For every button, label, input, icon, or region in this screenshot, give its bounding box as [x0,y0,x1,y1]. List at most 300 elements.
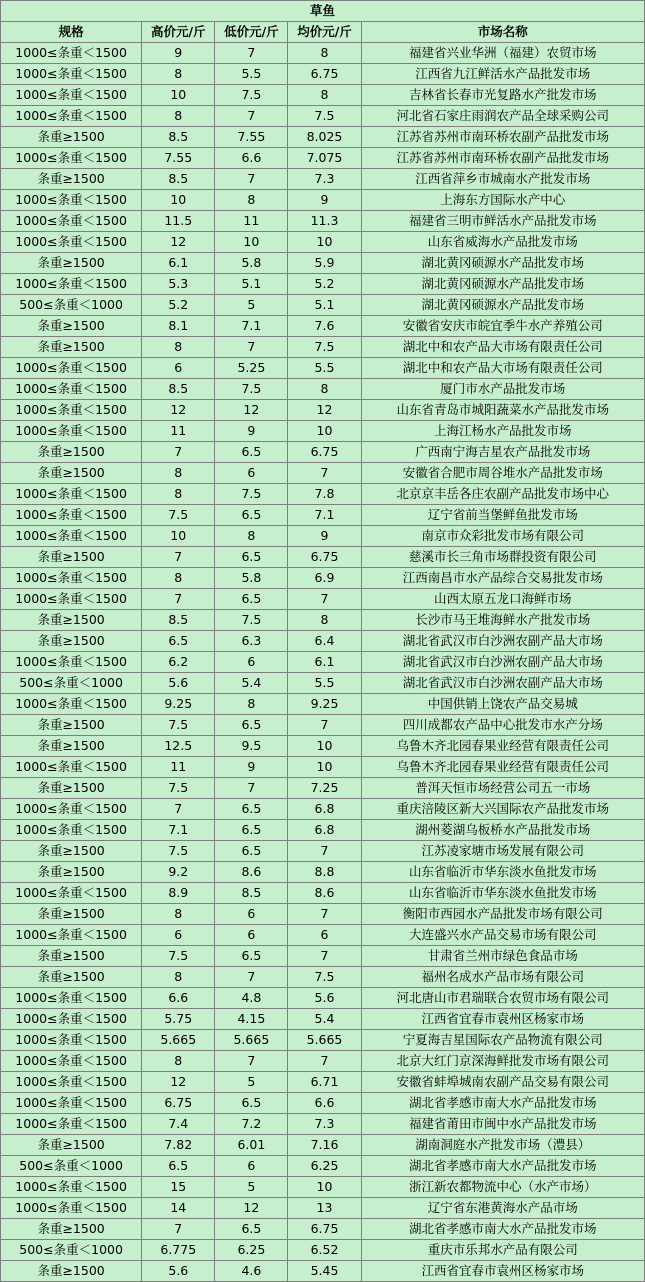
cell-high-price: 6.5 [142,1156,215,1177]
table-row [1,925,645,946]
cell-spec: 1000≤条重＜1500 [1,1051,142,1072]
cell-avg-price: 9 [288,190,361,211]
cell-high-price: 7.4 [142,1114,215,1135]
table-row [1,589,645,610]
cell-high-price: 5.665 [142,1030,215,1051]
header-row [1,22,645,43]
cell-market-name: 山东省青岛市城阳蔬菜水产品批发市场 [361,400,644,421]
cell-market-name: 湖南洞庭水产批发市场（澧县） [361,1135,644,1156]
cell-spec: 1000≤条重＜1500 [1,1177,142,1198]
cell-market-name: 江西省萍乡市城南水产批发市场 [361,169,644,190]
cell-market-name: 浙江新农都物流中心（水产市场） [361,1177,644,1198]
cell-avg-price: 7.3 [288,169,361,190]
cell-spec: 条重≥1500 [1,841,142,862]
cell-avg-price: 7.25 [288,778,361,799]
cell-market-name: 吉林省长春市光复路水产批发市场 [361,85,644,106]
cell-market-name: 江苏省苏州市南环桥农副产品批发市场 [361,148,644,169]
cell-spec: 1000≤条重＜1500 [1,505,142,526]
cell-high-price: 8 [142,337,215,358]
cell-market-name: 北京大红门京深海鲜批发市场有限公司 [361,1051,644,1072]
cell-spec: 1000≤条重＜1500 [1,400,142,421]
cell-spec: 1000≤条重＜1500 [1,64,142,85]
cell-spec: 1000≤条重＜1500 [1,883,142,904]
cell-market-name: 慈溪市长三角市场群投资有限公司 [361,547,644,568]
cell-high-price: 8 [142,967,215,988]
cell-spec: 1000≤条重＜1500 [1,421,142,442]
cell-low-price: 10 [215,232,288,253]
cell-low-price: 6.6 [215,148,288,169]
cell-avg-price: 10 [288,736,361,757]
cell-low-price: 5.8 [215,253,288,274]
cell-spec: 1000≤条重＜1500 [1,1072,142,1093]
cell-avg-price: 7.075 [288,148,361,169]
cell-market-name: 上海江杨水产品批发市场 [361,421,644,442]
cell-market-name: 山东省临沂市华东淡水鱼批发市场 [361,862,644,883]
cell-spec: 条重≥1500 [1,127,142,148]
cell-low-price: 5.8 [215,568,288,589]
cell-market-name: 四川成都农产品中心批发市水产分场 [361,715,644,736]
cell-market-name: 长沙市马王堆海鲜水产批发市场 [361,610,644,631]
cell-low-price: 6.01 [215,1135,288,1156]
cell-spec: 1000≤条重＜1500 [1,1198,142,1219]
cell-high-price: 9.2 [142,862,215,883]
table-row [1,64,645,85]
cell-low-price: 8.5 [215,883,288,904]
cell-avg-price: 5.1 [288,295,361,316]
cell-low-price: 7 [215,169,288,190]
cell-low-price: 6.5 [215,547,288,568]
cell-market-name: 安徽省安庆市皖宜季牛水产养殖公司 [361,316,644,337]
cell-low-price: 7 [215,1051,288,1072]
cell-spec: 1000≤条重＜1500 [1,799,142,820]
cell-avg-price: 6.1 [288,652,361,673]
table-row [1,1240,645,1261]
cell-low-price: 5 [215,1072,288,1093]
cell-market-name: 乌鲁木齐北园春果业经营有限责任公司 [361,736,644,757]
table-row [1,904,645,925]
cell-spec: 500≤条重＜1000 [1,295,142,316]
table-row [1,484,645,505]
cell-low-price: 6.5 [215,946,288,967]
cell-high-price: 8.5 [142,127,215,148]
cell-spec: 条重≥1500 [1,442,142,463]
cell-low-price: 7.5 [215,484,288,505]
cell-high-price: 12 [142,232,215,253]
cell-spec: 条重≥1500 [1,610,142,631]
cell-high-price: 12 [142,1072,215,1093]
cell-spec: 1000≤条重＜1500 [1,757,142,778]
cell-high-price: 8 [142,904,215,925]
cell-market-name: 福建省兴业华洲（福建）农贸市场 [361,43,644,64]
cell-market-name: 湖北省武汉市白沙洲农副产品大市场 [361,652,644,673]
cell-spec: 条重≥1500 [1,1261,142,1282]
cell-spec: 500≤条重＜1000 [1,1156,142,1177]
cell-low-price: 6.3 [215,631,288,652]
cell-spec: 条重≥1500 [1,715,142,736]
cell-market-name: 广西南宁海吉星农产品批发市场 [361,442,644,463]
cell-low-price: 5.25 [215,358,288,379]
cell-low-price: 12 [215,1198,288,1219]
cell-high-price: 9 [142,43,215,64]
cell-market-name: 衡阳市西园水产品批发市场有限公司 [361,904,644,925]
cell-avg-price: 10 [288,757,361,778]
cell-market-name: 湖北省武汉市白沙洲农副产品大市场 [361,631,644,652]
cell-avg-price: 10 [288,232,361,253]
table-row [1,400,645,421]
cell-market-name: 上海东方国际水产中心 [361,190,644,211]
cell-high-price: 5.75 [142,1009,215,1030]
cell-market-name: 甘肃省兰州市绿色食品市场 [361,946,644,967]
cell-avg-price: 7.8 [288,484,361,505]
table-row [1,778,645,799]
table-row [1,736,645,757]
cell-low-price: 7 [215,967,288,988]
cell-high-price: 6.5 [142,631,215,652]
cell-high-price: 11.5 [142,211,215,232]
cell-market-name: 辽宁省前当堡鲜鱼批发市场 [361,505,644,526]
table-row [1,820,645,841]
cell-market-name: 湖北中和农产品大市场有限责任公司 [361,358,644,379]
cell-spec: 条重≥1500 [1,967,142,988]
table-row [1,274,645,295]
cell-high-price: 10 [142,526,215,547]
cell-spec: 1000≤条重＜1500 [1,526,142,547]
cell-spec: 条重≥1500 [1,1219,142,1240]
cell-high-price: 7.5 [142,778,215,799]
table-row [1,358,645,379]
cell-market-name: 福州名成水产品市场有限公司 [361,967,644,988]
cell-low-price: 6.5 [215,505,288,526]
table-row [1,211,645,232]
cell-spec: 1000≤条重＜1500 [1,1009,142,1030]
cell-low-price: 12 [215,400,288,421]
table-row [1,715,645,736]
cell-spec: 500≤条重＜1000 [1,1240,142,1261]
cell-high-price: 12.5 [142,736,215,757]
cell-avg-price: 6.25 [288,1156,361,1177]
cell-high-price: 11 [142,757,215,778]
cell-low-price: 5 [215,1177,288,1198]
table-row [1,85,645,106]
table-row [1,232,645,253]
cell-high-price: 7.55 [142,148,215,169]
cell-avg-price: 6.75 [288,1219,361,1240]
cell-avg-price: 6 [288,925,361,946]
cell-high-price: 8 [142,568,215,589]
table-row [1,1009,645,1030]
cell-high-price: 7.1 [142,820,215,841]
cell-high-price: 6 [142,358,215,379]
cell-spec: 1000≤条重＜1500 [1,484,142,505]
table-row [1,862,645,883]
cell-high-price: 9.25 [142,694,215,715]
cell-avg-price: 5.9 [288,253,361,274]
cell-high-price: 7 [142,589,215,610]
cell-avg-price: 7 [288,463,361,484]
cell-market-name: 厦门市水产品批发市场 [361,379,644,400]
cell-high-price: 7.5 [142,946,215,967]
cell-low-price: 5.5 [215,64,288,85]
cell-spec: 1000≤条重＜1500 [1,43,142,64]
cell-avg-price: 6.4 [288,631,361,652]
table-row [1,295,645,316]
table-row [1,526,645,547]
table-row [1,127,645,148]
cell-spec: 条重≥1500 [1,253,142,274]
cell-market-name: 湖北中和农产品大市场有限责任公司 [361,337,644,358]
cell-spec: 条重≥1500 [1,463,142,484]
cell-spec: 条重≥1500 [1,1135,142,1156]
table-row [1,1030,645,1051]
cell-spec: 1000≤条重＜1500 [1,85,142,106]
table-row [1,169,645,190]
cell-avg-price: 6.8 [288,799,361,820]
cell-high-price: 8 [142,463,215,484]
table-row [1,106,645,127]
cell-high-price: 5.6 [142,1261,215,1282]
table-row [1,652,645,673]
table-body [1,43,645,1282]
cell-low-price: 7.5 [215,379,288,400]
cell-avg-price: 7.5 [288,337,361,358]
cell-spec: 1000≤条重＜1500 [1,652,142,673]
table-row [1,1177,645,1198]
cell-low-price: 4.15 [215,1009,288,1030]
table-row [1,1219,645,1240]
cell-avg-price: 9.25 [288,694,361,715]
header-avg-price: 均价元/斤 [288,22,361,43]
cell-avg-price: 7 [288,946,361,967]
cell-avg-price: 8.6 [288,883,361,904]
cell-high-price: 12 [142,400,215,421]
table-row [1,43,645,64]
cell-high-price: 5.3 [142,274,215,295]
table-row [1,190,645,211]
cell-spec: 1000≤条重＜1500 [1,988,142,1009]
cell-high-price: 6.2 [142,652,215,673]
cell-avg-price: 13 [288,1198,361,1219]
cell-spec: 1000≤条重＜1500 [1,1030,142,1051]
cell-low-price: 6 [215,925,288,946]
cell-avg-price: 7.3 [288,1114,361,1135]
cell-spec: 条重≥1500 [1,337,142,358]
cell-market-name: 安徽省合肥市周谷堆水产品批发市场 [361,463,644,484]
cell-high-price: 8 [142,64,215,85]
cell-avg-price: 7.1 [288,505,361,526]
table-row [1,1114,645,1135]
cell-market-name: 山东省威海水产品批发市场 [361,232,644,253]
cell-low-price: 8.6 [215,862,288,883]
cell-spec: 1000≤条重＜1500 [1,274,142,295]
table-row [1,988,645,1009]
cell-market-name: 福建省莆田市闽中水产品批发市场 [361,1114,644,1135]
cell-market-name: 南京市众彩批发市场有限公司 [361,526,644,547]
cell-spec: 1000≤条重＜1500 [1,211,142,232]
cell-market-name: 湖北省孝感市南大水产品批发市场 [361,1156,644,1177]
cell-high-price: 5.2 [142,295,215,316]
cell-spec: 条重≥1500 [1,904,142,925]
table-row [1,337,645,358]
cell-avg-price: 9 [288,526,361,547]
cell-avg-price: 7.6 [288,316,361,337]
cell-high-price: 6 [142,925,215,946]
cell-low-price: 6.5 [215,589,288,610]
cell-high-price: 8.1 [142,316,215,337]
cell-avg-price: 7.5 [288,106,361,127]
cell-low-price: 9 [215,421,288,442]
cell-spec: 条重≥1500 [1,169,142,190]
cell-market-name: 北京京丰岳各庄农副产品批发市场中心 [361,484,644,505]
cell-spec: 1000≤条重＜1500 [1,379,142,400]
cell-market-name: 福建省三明市鲜活水产品批发市场 [361,211,644,232]
cell-market-name: 湖北黄冈硕源水产品批发市场 [361,253,644,274]
cell-market-name: 湖北黄冈硕源水产品批发市场 [361,274,644,295]
cell-avg-price: 8 [288,85,361,106]
cell-low-price: 6.5 [215,799,288,820]
table-row [1,1198,645,1219]
cell-high-price: 7.82 [142,1135,215,1156]
cell-low-price: 6 [215,1156,288,1177]
table-row [1,967,645,988]
table-row [1,1135,645,1156]
cell-market-name: 重庆市乐邦水产品有限公司 [361,1240,644,1261]
cell-spec: 条重≥1500 [1,547,142,568]
table-row [1,253,645,274]
cell-market-name: 乌鲁木齐北园春果业经营有限责任公司 [361,757,644,778]
cell-high-price: 6.75 [142,1093,215,1114]
cell-avg-price: 7.5 [288,967,361,988]
cell-low-price: 6.5 [215,1219,288,1240]
cell-avg-price: 7 [288,904,361,925]
cell-spec: 1000≤条重＜1500 [1,820,142,841]
cell-low-price: 5 [215,295,288,316]
cell-avg-price: 6.9 [288,568,361,589]
cell-high-price: 14 [142,1198,215,1219]
cell-market-name: 江西南昌市水产品综合交易批发市场 [361,568,644,589]
cell-avg-price: 5.4 [288,1009,361,1030]
cell-avg-price: 7 [288,715,361,736]
cell-low-price: 6 [215,463,288,484]
cell-high-price: 7 [142,547,215,568]
cell-low-price: 5.4 [215,673,288,694]
cell-low-price: 4.6 [215,1261,288,1282]
cell-spec: 1000≤条重＜1500 [1,358,142,379]
table-row [1,610,645,631]
cell-low-price: 7.2 [215,1114,288,1135]
cell-avg-price: 7 [288,1051,361,1072]
cell-avg-price: 10 [288,421,361,442]
table-row [1,379,645,400]
cell-avg-price: 5.5 [288,358,361,379]
cell-market-name: 大连盛兴水产品交易市场有限公司 [361,925,644,946]
cell-market-name: 湖北省武汉市白沙洲农副产品大市场 [361,673,644,694]
cell-low-price: 7 [215,106,288,127]
cell-low-price: 8 [215,526,288,547]
table-row [1,673,645,694]
cell-high-price: 8.5 [142,610,215,631]
cell-low-price: 5.1 [215,274,288,295]
table-row [1,799,645,820]
cell-avg-price: 7.16 [288,1135,361,1156]
cell-high-price: 8.5 [142,169,215,190]
cell-spec: 500≤条重＜1000 [1,673,142,694]
cell-market-name: 湖州菱湖乌板桥水产品批发市场 [361,820,644,841]
table-title: 草鱼 [1,1,645,22]
table-row [1,883,645,904]
cell-spec: 1000≤条重＜1500 [1,1093,142,1114]
table-row [1,505,645,526]
cell-low-price: 6.5 [215,715,288,736]
cell-spec: 1000≤条重＜1500 [1,1114,142,1135]
cell-avg-price: 5.2 [288,274,361,295]
cell-high-price: 6.6 [142,988,215,1009]
cell-low-price: 6.5 [215,1093,288,1114]
table-row [1,316,645,337]
table-row [1,547,645,568]
cell-spec: 1000≤条重＜1500 [1,589,142,610]
cell-high-price: 7.5 [142,715,215,736]
cell-avg-price: 6.75 [288,64,361,85]
title-row [1,1,645,22]
cell-spec: 1000≤条重＜1500 [1,925,142,946]
cell-market-name: 江西省九江鲜活水产品批发市场 [361,64,644,85]
cell-avg-price: 8 [288,43,361,64]
cell-spec: 1000≤条重＜1500 [1,568,142,589]
table-row [1,442,645,463]
table-row [1,1072,645,1093]
cell-low-price: 4.8 [215,988,288,1009]
table-row [1,946,645,967]
header-market-name: 市场名称 [361,22,644,43]
cell-low-price: 9.5 [215,736,288,757]
cell-high-price: 8.5 [142,379,215,400]
cell-avg-price: 8.025 [288,127,361,148]
cell-spec: 条重≥1500 [1,631,142,652]
table-row [1,1261,645,1282]
cell-avg-price: 6.52 [288,1240,361,1261]
cell-avg-price: 6.71 [288,1072,361,1093]
cell-avg-price: 5.665 [288,1030,361,1051]
cell-low-price: 5.665 [215,1030,288,1051]
table-row [1,463,645,484]
cell-market-name: 江苏省苏州市南环桥农副产品批发市场 [361,127,644,148]
cell-low-price: 8 [215,190,288,211]
cell-market-name: 重庆涪陵区新大兴国际农产品批发市场 [361,799,644,820]
cell-market-name: 安徽省蚌埠城南农副产品交易有限公司 [361,1072,644,1093]
cell-avg-price: 6.75 [288,442,361,463]
cell-market-name: 湖北省孝感市南大水产品批发市场 [361,1219,644,1240]
cell-low-price: 7.5 [215,85,288,106]
cell-spec: 条重≥1500 [1,316,142,337]
cell-market-name: 江苏凌家塘市场发展有限公司 [361,841,644,862]
cell-low-price: 8 [215,694,288,715]
table-row [1,1093,645,1114]
table-row [1,694,645,715]
table-row [1,1051,645,1072]
cell-low-price: 7.5 [215,610,288,631]
cell-market-name: 山西太原五龙口海鲜市场 [361,589,644,610]
cell-low-price: 6.5 [215,442,288,463]
cell-avg-price: 8 [288,379,361,400]
cell-avg-price: 7 [288,841,361,862]
cell-high-price: 8 [142,1051,215,1072]
cell-high-price: 7.5 [142,505,215,526]
table-row [1,1156,645,1177]
cell-avg-price: 6.8 [288,820,361,841]
cell-low-price: 6.5 [215,820,288,841]
table-row [1,568,645,589]
cell-high-price: 10 [142,190,215,211]
